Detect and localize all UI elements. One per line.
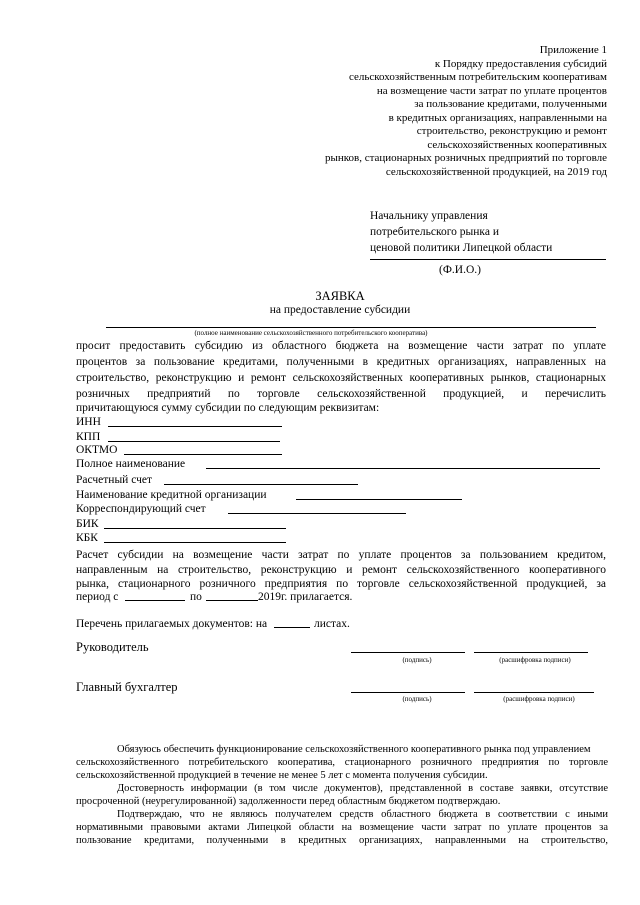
field-label-full-name: Полное наименование — [76, 458, 186, 470]
request-line: строительство, реконструкцию и ремонт сельскохозяйственных кооперативных рынков, стационарных — [76, 372, 606, 384]
docs-pages-input[interactable] — [274, 627, 310, 628]
addressee-line: ценовой политики Липецкой области — [370, 242, 553, 254]
document-title: ЗАЯВКА — [315, 289, 365, 303]
fio-line[interactable] — [370, 259, 606, 260]
field-input-account[interactable] — [164, 484, 358, 485]
field-input-oktmo[interactable] — [124, 454, 282, 455]
field-label-kbk: КБК — [76, 532, 98, 544]
calc-line: рынка, стационарного розничного предприятия по торговле сельскохозяйственной продукцией, за — [76, 578, 606, 590]
accountant-decode-line[interactable] — [474, 692, 594, 693]
coop-name-line[interactable] — [106, 327, 596, 328]
field-label-kpp: КПП — [76, 431, 101, 443]
appendix-line: сельскохозяйственной продукцией, на 2019 год — [385, 165, 607, 178]
calc-period-from-input[interactable] — [125, 600, 185, 601]
field-input-kpp[interactable] — [108, 441, 280, 442]
request-line-last: причитающуюся сумму субсидии по следующим реквизитам: — [76, 402, 380, 414]
calc-period-from-label: период с — [76, 591, 119, 603]
field-label-bik: БИК — [76, 518, 99, 530]
accountant-signature-caption: (подпись) — [402, 695, 432, 703]
field-input-inn[interactable] — [108, 426, 282, 427]
director-decode-line[interactable] — [474, 652, 588, 653]
calc-period-tail: 2019г. прилагается. — [258, 591, 353, 603]
director-decode-caption: (расшифровка подписи) — [499, 656, 571, 664]
field-label-inn: ИНН — [76, 416, 101, 428]
field-input-corr-account[interactable] — [228, 513, 406, 514]
field-input-bik[interactable] — [104, 528, 286, 529]
field-label-corr-account: Корреспондирующий счет — [76, 503, 206, 515]
addressee-line: Начальнику управления — [370, 210, 488, 222]
obligation-line: сельскохозяйственной продукцией в течение не менее 5 лет с момента получения субсидии. — [76, 770, 488, 781]
field-label-account: Расчетный счет — [76, 474, 152, 486]
addressee-line: потребительского рынка и — [370, 226, 499, 238]
request-line: розничных предприятий по торговле сельскохозяйственной продукцией, и перечислить — [76, 388, 606, 400]
director-signature-caption: (подпись) — [402, 656, 432, 664]
appendix-line: на возмещение части затрат по уплате процентов — [376, 84, 607, 97]
appendix-line: Приложение 1 — [539, 44, 607, 56]
signer-role-director: Руководитель — [76, 640, 149, 654]
request-line: процентов за пользование кредитами, полученными в кредитных организациях, направленных на — [76, 356, 606, 368]
calc-period-to-input[interactable] — [206, 600, 258, 601]
appendix-line: в кредитных организациях, направленными на — [388, 111, 607, 124]
confirm-line: пользование кредитами, полученными в кредитных организациях, направленными на строительство, — [76, 835, 608, 846]
appendix-line: сельскохозяйственным потребительским кооперативам — [348, 71, 607, 83]
accountant-decode-caption: (расшифровка подписи) — [503, 695, 575, 703]
appendix-block — [227, 44, 607, 179]
director-signature-line[interactable] — [351, 652, 465, 653]
calc-period-to-label: по — [190, 591, 202, 603]
calc-line: Расчет субсидии на возмещение части затрат по уплате процентов за пользованием кредитом, — [76, 549, 606, 561]
reliability-line: просроченной (неурегулированной) задолженности перед областным бюджетом подтверждаю. — [76, 796, 501, 807]
appendix-line: за пользование кредитами, полученными — [414, 98, 607, 110]
field-label-bank: Наименование кредитной организации — [76, 489, 267, 501]
appendix-line: к Порядку предоставления субсидий — [434, 57, 607, 70]
accountant-signature-line[interactable] — [351, 692, 465, 693]
field-input-kbk[interactable] — [104, 542, 286, 543]
confirm-line: нормативными правовыми актами Липецкой области на возмещение части затрат по уплате процентов за — [76, 822, 608, 833]
calc-line: направленным на строительство, реконструкцию и ремонт сельскохозяйственного кооперативного — [76, 564, 606, 576]
field-input-bank[interactable] — [296, 499, 462, 500]
reliability-line: Достоверность информации (в том числе документов), представленной в составе заявки, отсутствие — [117, 783, 608, 794]
field-label-oktmo: ОКТМО — [76, 444, 118, 456]
addressee-block — [370, 208, 552, 256]
fio-caption: (Ф.И.О.) — [439, 264, 481, 276]
appendix-line: сельскохозяйственных кооперативных — [427, 138, 607, 151]
docs-label: Перечень прилагаемых документов: на — [76, 618, 268, 630]
field-input-full-name[interactable] — [206, 468, 600, 469]
obligation-line: Обязуюсь обеспечить функционирование сельскохозяйственного кооперативного рынка под управлением — [117, 744, 591, 755]
signer-role-accountant: Главный бухгалтер — [76, 680, 178, 694]
appendix-line: строительство, реконструкцию и ремонт — [416, 125, 607, 137]
coop-caption: (полное наименование сельскохозяйственного потребительского кооператива) — [194, 329, 428, 337]
docs-tail: листах. — [314, 618, 350, 630]
request-line: просит предоставить субсидию из областного бюджета на возмещение части затрат по уплате — [76, 340, 606, 352]
document-subtitle: на предоставление субсидии — [269, 304, 411, 316]
appendix-line: рынков, стационарных розничных предприятий по торговле — [324, 152, 607, 164]
confirm-line: Подтверждаю, что не являюсь получателем средств областного бюджета в соответствии с иными — [117, 809, 608, 820]
obligation-line: сельскохозяйственного потребительского кооператива, стационарного розничного предприятия по торговле — [76, 757, 608, 768]
